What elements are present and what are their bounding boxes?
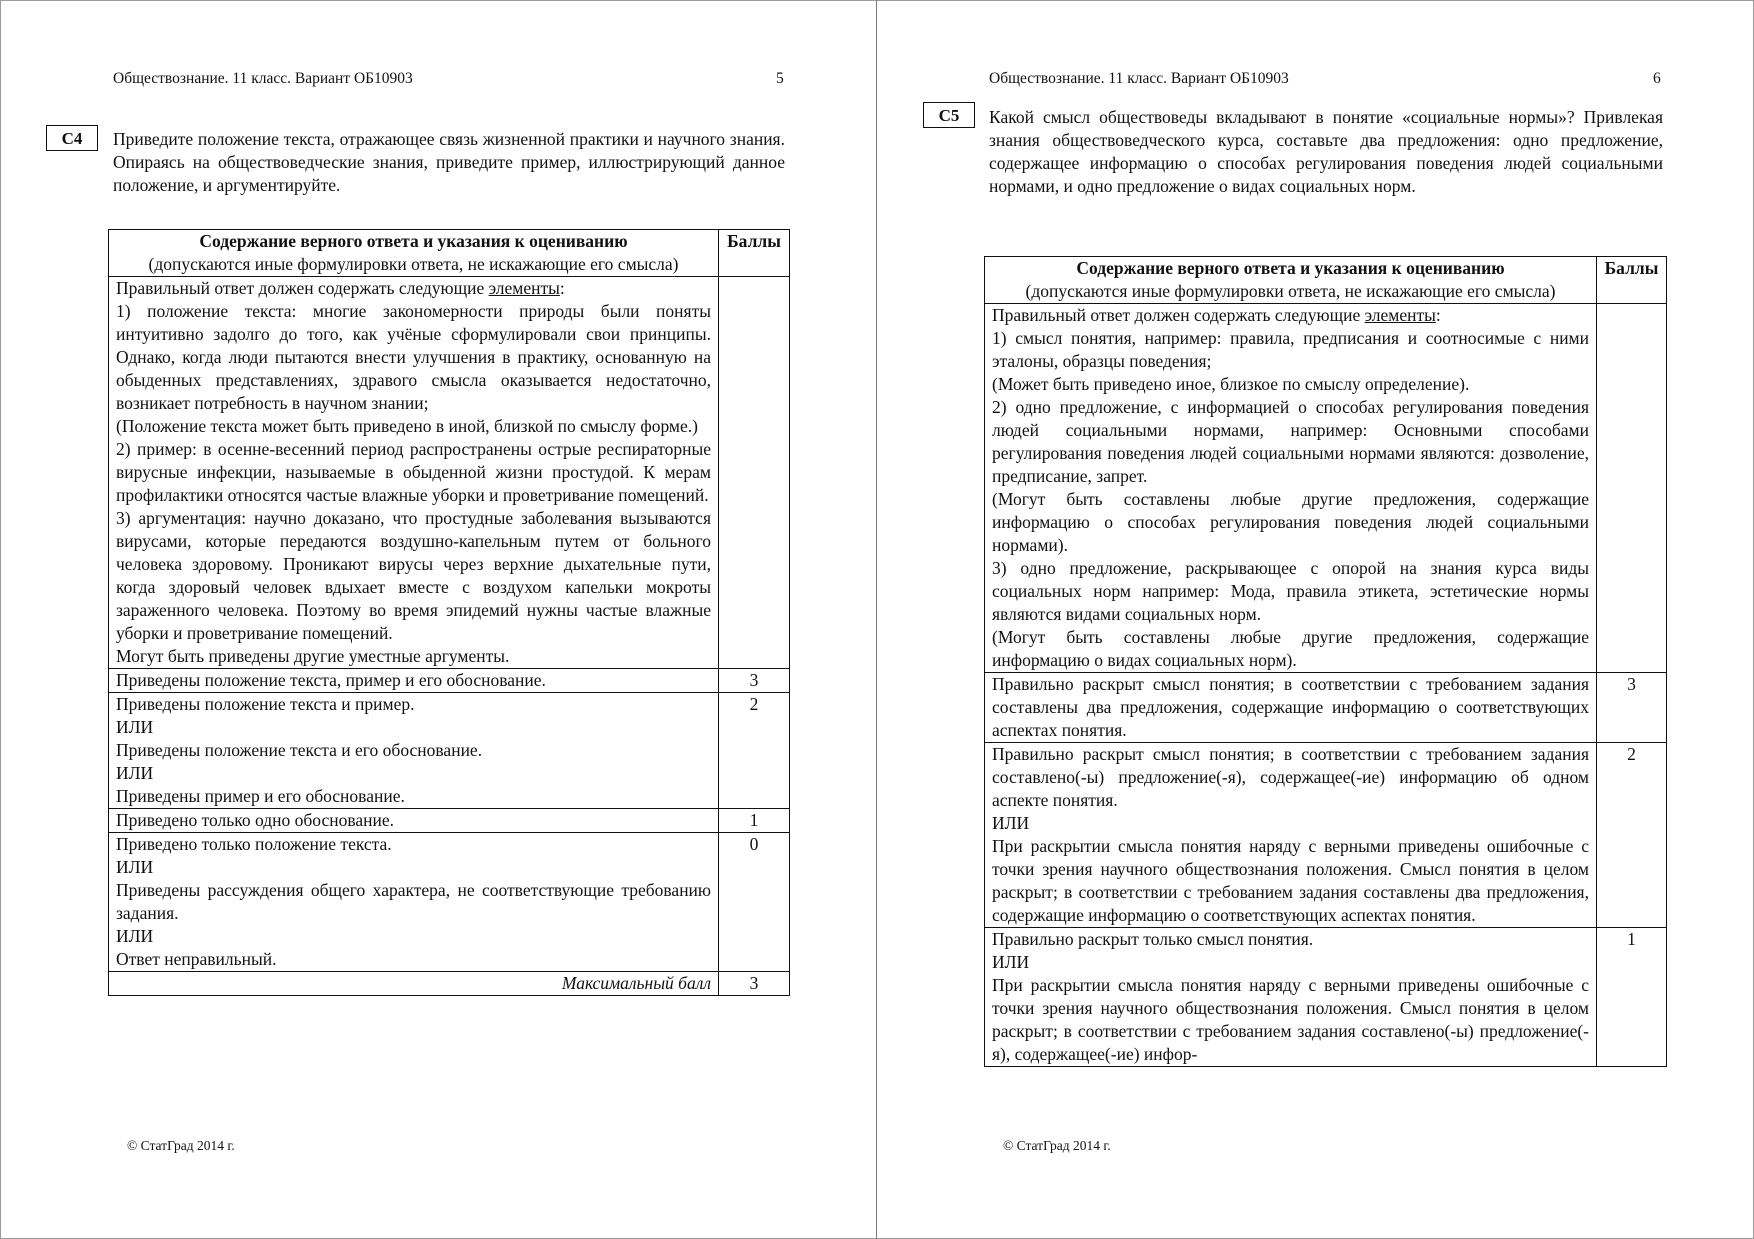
max-score-row [109, 972, 790, 996]
score-row [985, 673, 1667, 743]
score-row [985, 743, 1667, 928]
max-score-value: 3 [719, 972, 790, 996]
score-criterion: Правильно раскрыт смысл понятия; в соответствии с требованием задания составлены два предложения, содержащие информацию о соответствующих аспектах понятия. [985, 673, 1597, 743]
score-points: 2 [719, 693, 790, 809]
page-6 [877, 0, 1753, 1239]
content-header-cell [109, 230, 719, 277]
answer-item: 3) одно предложение, раскрывающее с опорой на знания курса виды социальных норм например: Мода, правила этикета, эстетические нормы являются видами социальных норм. [992, 558, 1589, 624]
or-separator: ИЛИ [992, 952, 1030, 972]
score-criterion [109, 833, 719, 972]
page-number: 5 [776, 70, 784, 87]
or-separator: ИЛИ [116, 926, 154, 946]
score-criterion: Приведено только одно обоснование. [109, 809, 719, 833]
answer-item: Могут быть приведены другие уместные аргументы. [116, 646, 510, 666]
score-points: 3 [719, 669, 790, 693]
score-points: 1 [719, 809, 790, 833]
score-row [985, 928, 1667, 1067]
or-separator: ИЛИ [116, 763, 154, 783]
criterion-line: Приведены пример и его обоснование. [116, 786, 405, 806]
task-label: С4 [46, 125, 98, 151]
score-points: 2 [1597, 743, 1667, 928]
answer-item: (Могут быть составлены любые другие предложения, содержащие информацию о способах регулирования поведения людей социальными нормами). [992, 489, 1589, 555]
score-criterion [985, 928, 1597, 1067]
answer-row [985, 304, 1667, 673]
criteria-table [108, 229, 790, 996]
criterion-line: При раскрытии смысла понятия наряду с верными приведены ошибочные с точки зрения научного обществознания положения. Смысл понятия в целом раскрыт; в соответствии с требованием задания составлено(-ы) предложение(-я), содержащее(-ие) инфор- [992, 975, 1589, 1064]
or-separator: ИЛИ [116, 717, 154, 737]
criterion-line: Правильно раскрыт смысл понятия; в соответствии с требованием задания составлено(-ы) предложение(-я), содержащее(-ие) информацию об одном аспекте понятия. [992, 744, 1589, 810]
criterion-line: Ответ неправильный. [116, 949, 277, 969]
score-row [109, 669, 790, 693]
criterion-line: Приведены положение текста и пример. [116, 694, 415, 714]
criteria-table [984, 256, 1667, 1067]
score-points: 1 [1597, 928, 1667, 1067]
criterion-line: Приведены рассуждения общего характера, не соответствующие требованию задания. [116, 880, 711, 923]
criterion-line: Приведены положение текста и его обоснование. [116, 740, 483, 760]
answer-intro [116, 277, 711, 300]
score-points: 3 [1597, 673, 1667, 743]
answer-intro-text: Правильный ответ должен содержать следующие [116, 278, 489, 298]
score-points: 0 [719, 833, 790, 972]
answer-cell [109, 277, 719, 669]
answer-intro [992, 304, 1589, 327]
answer-points-cell [1597, 304, 1667, 673]
task-question: Какой смысл обществоведы вкладывают в понятие «социальные нормы»? Привлекая знания обществоведческого курса, составьте два предложения: одно предложение, содержащее информацию о способах регулирования поведения людей социальными нормами, и одно предложение о видах социальных норм. [989, 107, 1663, 196]
page-number: 6 [1653, 70, 1661, 87]
table-header-row [109, 230, 790, 277]
content-header-note: (допускаются иные формулировки ответа, не искажающие его смысла) [148, 254, 679, 274]
max-score-label: Максимальный балл [109, 972, 719, 996]
answer-item: 1) положение текста: многие закономерности природы были поняты интуитивно задолго до того, как учёные сформулировали свои принципы. Однако, когда люди пытаются внести улучшения в практику, основанную на обыденных представлениях, здравого смысла оказывается недостаточно, возникает потребность в научном знании; [116, 301, 711, 413]
content-header-note: (допускаются иные формулировки ответа, не искажающие его смысла) [1025, 281, 1556, 301]
task-label: С5 [923, 102, 975, 128]
answer-item: 3) аргументация: научно доказано, что простудные заболевания вызываются вирусами, которые передаются воздушно-капельным путем от больного человека здоровому. Проникают вирусы через верхние дыхательные пути, когда здоровый человек вдыхает вместе с воздухом капельки мокроты зараженного человека. Поэтому во время эпидемий нужны частые влажные уборки и проветривание помещений. [116, 508, 711, 643]
answer-intro-colon: : [559, 278, 565, 298]
score-criterion [985, 743, 1597, 928]
score-row [109, 693, 790, 809]
answer-points-cell [719, 277, 790, 669]
content-header: Содержание верного ответа и указания к оцениванию [1076, 258, 1505, 278]
criterion-line: При раскрытии смысла понятия наряду с верными приведены ошибочные с точки зрения научного обществознания положения. Смысл понятия в целом раскрыт; в соответствии с требованием задания составлены два предложения, содержащие информацию о соответствующих аспектах понятия. [992, 836, 1589, 925]
task-question: Приведите положение текста, отражающее связь жизненной практики и научного знания. Опираясь на обществоведческие знания, приведите пример, иллюстрирующий данное положение, и аргументируйте. [113, 129, 785, 195]
or-separator: ИЛИ [992, 813, 1030, 833]
answer-item: (Положение текста может быть приведено в иной, близкой по смыслу форме.) [116, 416, 698, 436]
answer-intro-text: Правильный ответ должен содержать следующие [992, 305, 1365, 325]
answer-item: (Могут быть составлены любые другие предложения, содержащие информацию о видах социальных норм). [992, 627, 1589, 670]
criterion-line: Приведено только положение текста. [116, 834, 392, 854]
or-separator: ИЛИ [116, 857, 154, 877]
score-criterion: Приведены положение текста, пример и его обоснование. [109, 669, 719, 693]
running-header: Обществознание. 11 класс. Вариант ОБ10903 [113, 70, 413, 87]
content-header-cell [985, 257, 1597, 304]
answer-item: 1) смысл понятия, например: правила, предписания и соотносимые с ними эталоны, образцы поведения; [992, 328, 1589, 371]
answer-item: 2) одно предложение, с информацией о способах регулирования поведения людей социальными нормами, например: Основными способами регулирования поведения людей социальными нормами являются: дозволение, предписание, запрет. [992, 397, 1589, 486]
points-header: Баллы [1597, 257, 1667, 304]
answer-intro-underlined: элементы [488, 278, 560, 298]
score-criterion [109, 693, 719, 809]
score-row [109, 833, 790, 972]
answer-item: (Может быть приведено иное, близкое по смыслу определение). [992, 374, 1470, 394]
score-row [109, 809, 790, 833]
page-5 [0, 0, 876, 1239]
answer-intro-colon: : [1435, 305, 1441, 325]
table-header-row [985, 257, 1667, 304]
answer-row [109, 277, 790, 669]
answer-item: 2) пример: в осенне-весенний период распространены острые респираторные вирусные инфекции, называемые в обыденной жизни простудой. К мерам профилактики относятся частые влажные уборки и проветривание помещений. [116, 439, 711, 505]
content-header: Содержание верного ответа и указания к оцениванию [199, 231, 628, 251]
copyright: © СтатГрад 2014 г. [1003, 1138, 1111, 1153]
copyright: © СтатГрад 2014 г. [127, 1138, 235, 1153]
answer-cell [985, 304, 1597, 673]
running-header: Обществознание. 11 класс. Вариант ОБ10903 [989, 70, 1289, 87]
criterion-line: Правильно раскрыт только смысл понятия. [992, 929, 1314, 949]
points-header: Баллы [719, 230, 790, 277]
answer-intro-underlined: элементы [1364, 305, 1436, 325]
